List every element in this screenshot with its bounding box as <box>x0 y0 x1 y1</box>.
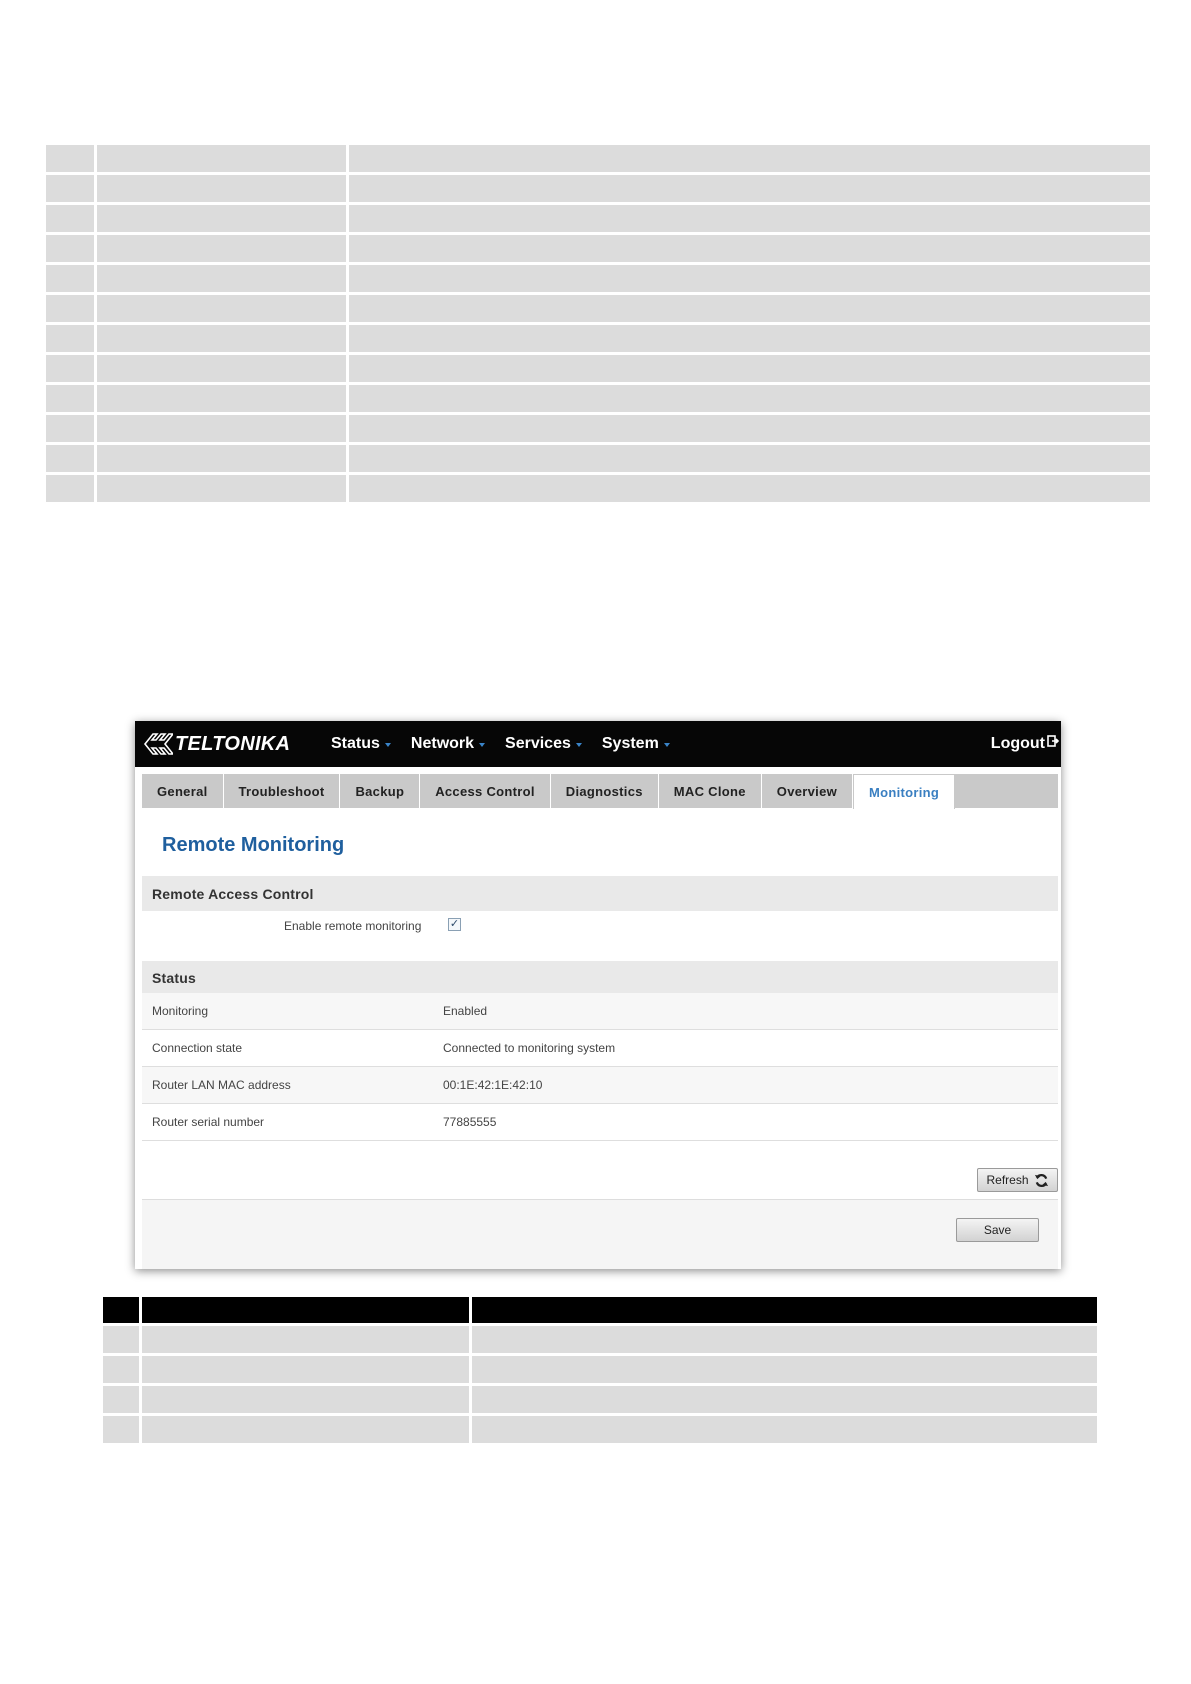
tab-bar <box>142 774 1058 808</box>
enable-remote-monitoring-checkbox[interactable]: ✓ <box>449 918 460 930</box>
table-row <box>46 205 1150 232</box>
status-value: Connected to monitoring system <box>443 1041 616 1055</box>
logout-button[interactable]: Logout <box>991 721 1059 767</box>
main-menu <box>331 735 690 753</box>
table-row <box>103 1386 1097 1413</box>
status-label: Connection state <box>152 1041 243 1055</box>
status-table <box>142 993 1058 1141</box>
table-row <box>46 475 1150 502</box>
table-row <box>46 415 1150 442</box>
status-section-header: Status <box>142 961 1058 994</box>
table-row <box>103 1326 1097 1353</box>
teltonika-logo-icon <box>143 730 173 758</box>
status-label: Router serial number <box>152 1115 265 1129</box>
brand-logo[interactable] <box>143 730 331 758</box>
caret-down-icon <box>479 743 485 747</box>
tab-overview[interactable]: Overview <box>762 774 853 808</box>
caret-down-icon <box>576 743 582 747</box>
table-row <box>46 325 1150 352</box>
table-row <box>46 445 1150 472</box>
table-row <box>103 1356 1097 1383</box>
form-actions-bar <box>142 1199 1058 1269</box>
tab-diagnostics[interactable]: Diagnostics <box>551 774 659 808</box>
tab-access-control[interactable]: Access Control <box>420 774 551 808</box>
tab-backup[interactable]: Backup <box>340 774 420 808</box>
tab-monitoring[interactable]: Monitoring <box>853 774 955 809</box>
menu-system[interactable]: System <box>602 735 670 753</box>
table-row <box>46 145 1150 172</box>
table-row <box>103 1416 1097 1443</box>
table-row <box>46 265 1150 292</box>
remote-access-section-header: Remote Access Control <box>142 876 1058 911</box>
bottom-empty-table <box>103 1297 1097 1446</box>
table-row <box>46 355 1150 382</box>
menu-status[interactable]: Status <box>331 735 391 753</box>
status-label: Router LAN MAC address <box>152 1078 291 1092</box>
menu-services[interactable]: Services <box>505 735 582 753</box>
table-row <box>142 1030 1058 1067</box>
table-row <box>46 385 1150 412</box>
save-button[interactable]: Save <box>956 1218 1039 1242</box>
table-row <box>142 993 1058 1030</box>
brand-name: TELTONIKA <box>175 732 291 755</box>
tab-general[interactable]: General <box>142 774 224 808</box>
table-row <box>46 175 1150 202</box>
caret-down-icon <box>385 743 391 747</box>
menu-network[interactable]: Network <box>411 735 485 753</box>
table-row <box>142 1104 1058 1141</box>
status-label: Monitoring <box>152 1004 209 1018</box>
table-row <box>46 295 1150 322</box>
table-row <box>142 1067 1058 1104</box>
top-empty-table <box>46 145 1150 505</box>
refresh-icon <box>1034 1173 1049 1188</box>
status-value: Enabled <box>443 1004 488 1018</box>
table-row <box>46 235 1150 262</box>
enable-remote-monitoring-label: Enable remote monitoring <box>284 919 422 933</box>
logout-icon <box>1047 735 1059 747</box>
tab-troubleshoot[interactable]: Troubleshoot <box>224 774 341 808</box>
router-ui-screenshot <box>135 721 1061 1269</box>
page-title: Remote Monitoring <box>162 834 345 856</box>
tab-mac-clone[interactable]: MAC Clone <box>659 774 762 808</box>
table-header-row <box>103 1297 1097 1323</box>
caret-down-icon <box>664 743 670 747</box>
status-value: 00:1E:42:1E:42:10 <box>443 1078 543 1092</box>
status-value: 77885555 <box>443 1115 497 1129</box>
top-navbar <box>135 721 1061 767</box>
refresh-button[interactable]: Refresh <box>977 1168 1058 1192</box>
